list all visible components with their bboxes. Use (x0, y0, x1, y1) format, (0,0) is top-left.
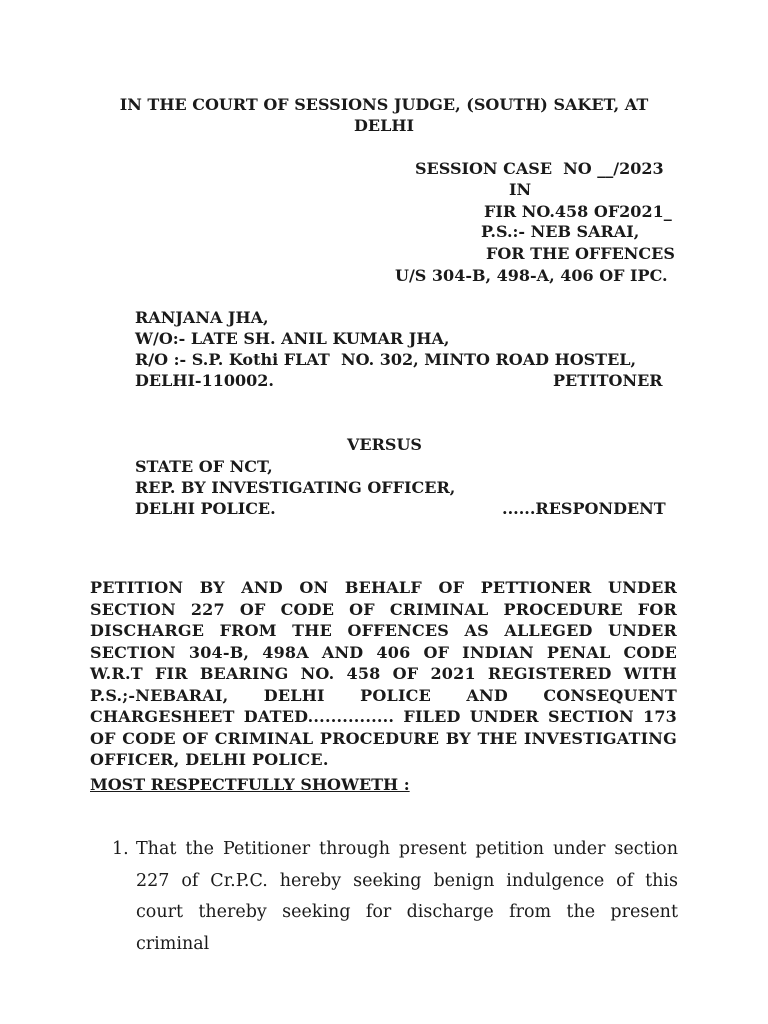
case-in: IN (509, 180, 532, 199)
respondent-name: STATE OF NCT, (135, 457, 273, 476)
section-heading: MOST RESPECTFULLY SHOWETH : (90, 775, 410, 794)
petitioner-name: RANJANA JHA, (135, 308, 269, 327)
paragraph-number: 1. (112, 839, 129, 859)
case-number: SESSION CASE NO __/2023 (415, 159, 664, 178)
respondent-department: DELHI POLICE. (135, 499, 276, 518)
court-title: IN THE COURT OF SESSIONS JUDGE, (SOUTH) SAKET, AT DELHI (119, 95, 649, 135)
paragraph-text: That the Petitioner through present petition under section 227 of Cr.P.C. hereby seeking benign indulgence of this court thereby seeking for discharge from the present criminal (136, 839, 678, 954)
fir-number: FIR NO.458 OF2021_ (484, 202, 672, 221)
offences-sections: U/S 304-B, 498-A, 406 OF IPC. (395, 266, 668, 285)
petitioner-role: PETITONER (553, 371, 663, 390)
versus-label: VERSUS (347, 435, 422, 454)
offences-label: FOR THE OFFENCES (486, 244, 675, 263)
respondent-role: ......RESPONDENT (502, 499, 666, 518)
police-station: P.S.:- NEB SARAI, (481, 222, 640, 241)
petition-title: PETITION BY AND ON BEHALF OF PETTIONER UNDER SECTION 227 OF CODE OF CRIMINAL PROCEDURE FOR DISCHARGE FROM THE OFFENCES AS ALLEGED UNDER SECTION 304-B, 498A AND 406 OF INDIAN PENAL CODE W.R.T FIR BEARING NO. 458 OF 2021 REGISTERED WITH P.S.;-NEBARAI, DELHI POLICE AND CONSEQUENT CHARGESHEET DATED............... FILED UNDER SECTION 173 OF CODE OF CRIMINAL PROCEDURE BY THE INVESTIGATING OFFICER, DELHI POLICE. (90, 578, 677, 769)
list-item (90, 834, 678, 960)
petitioner-residence: R/O :- S.P. Kothi FLAT NO. 302, MINTO ROAD HOSTEL, (135, 350, 637, 369)
petitioner-city: DELHI-110002. (135, 371, 274, 390)
petitioner-relation: W/O:- LATE SH. ANIL KUMAR JHA, (135, 329, 450, 348)
respondent-representative: REP. BY INVESTIGATING OFFICER, (135, 478, 456, 497)
